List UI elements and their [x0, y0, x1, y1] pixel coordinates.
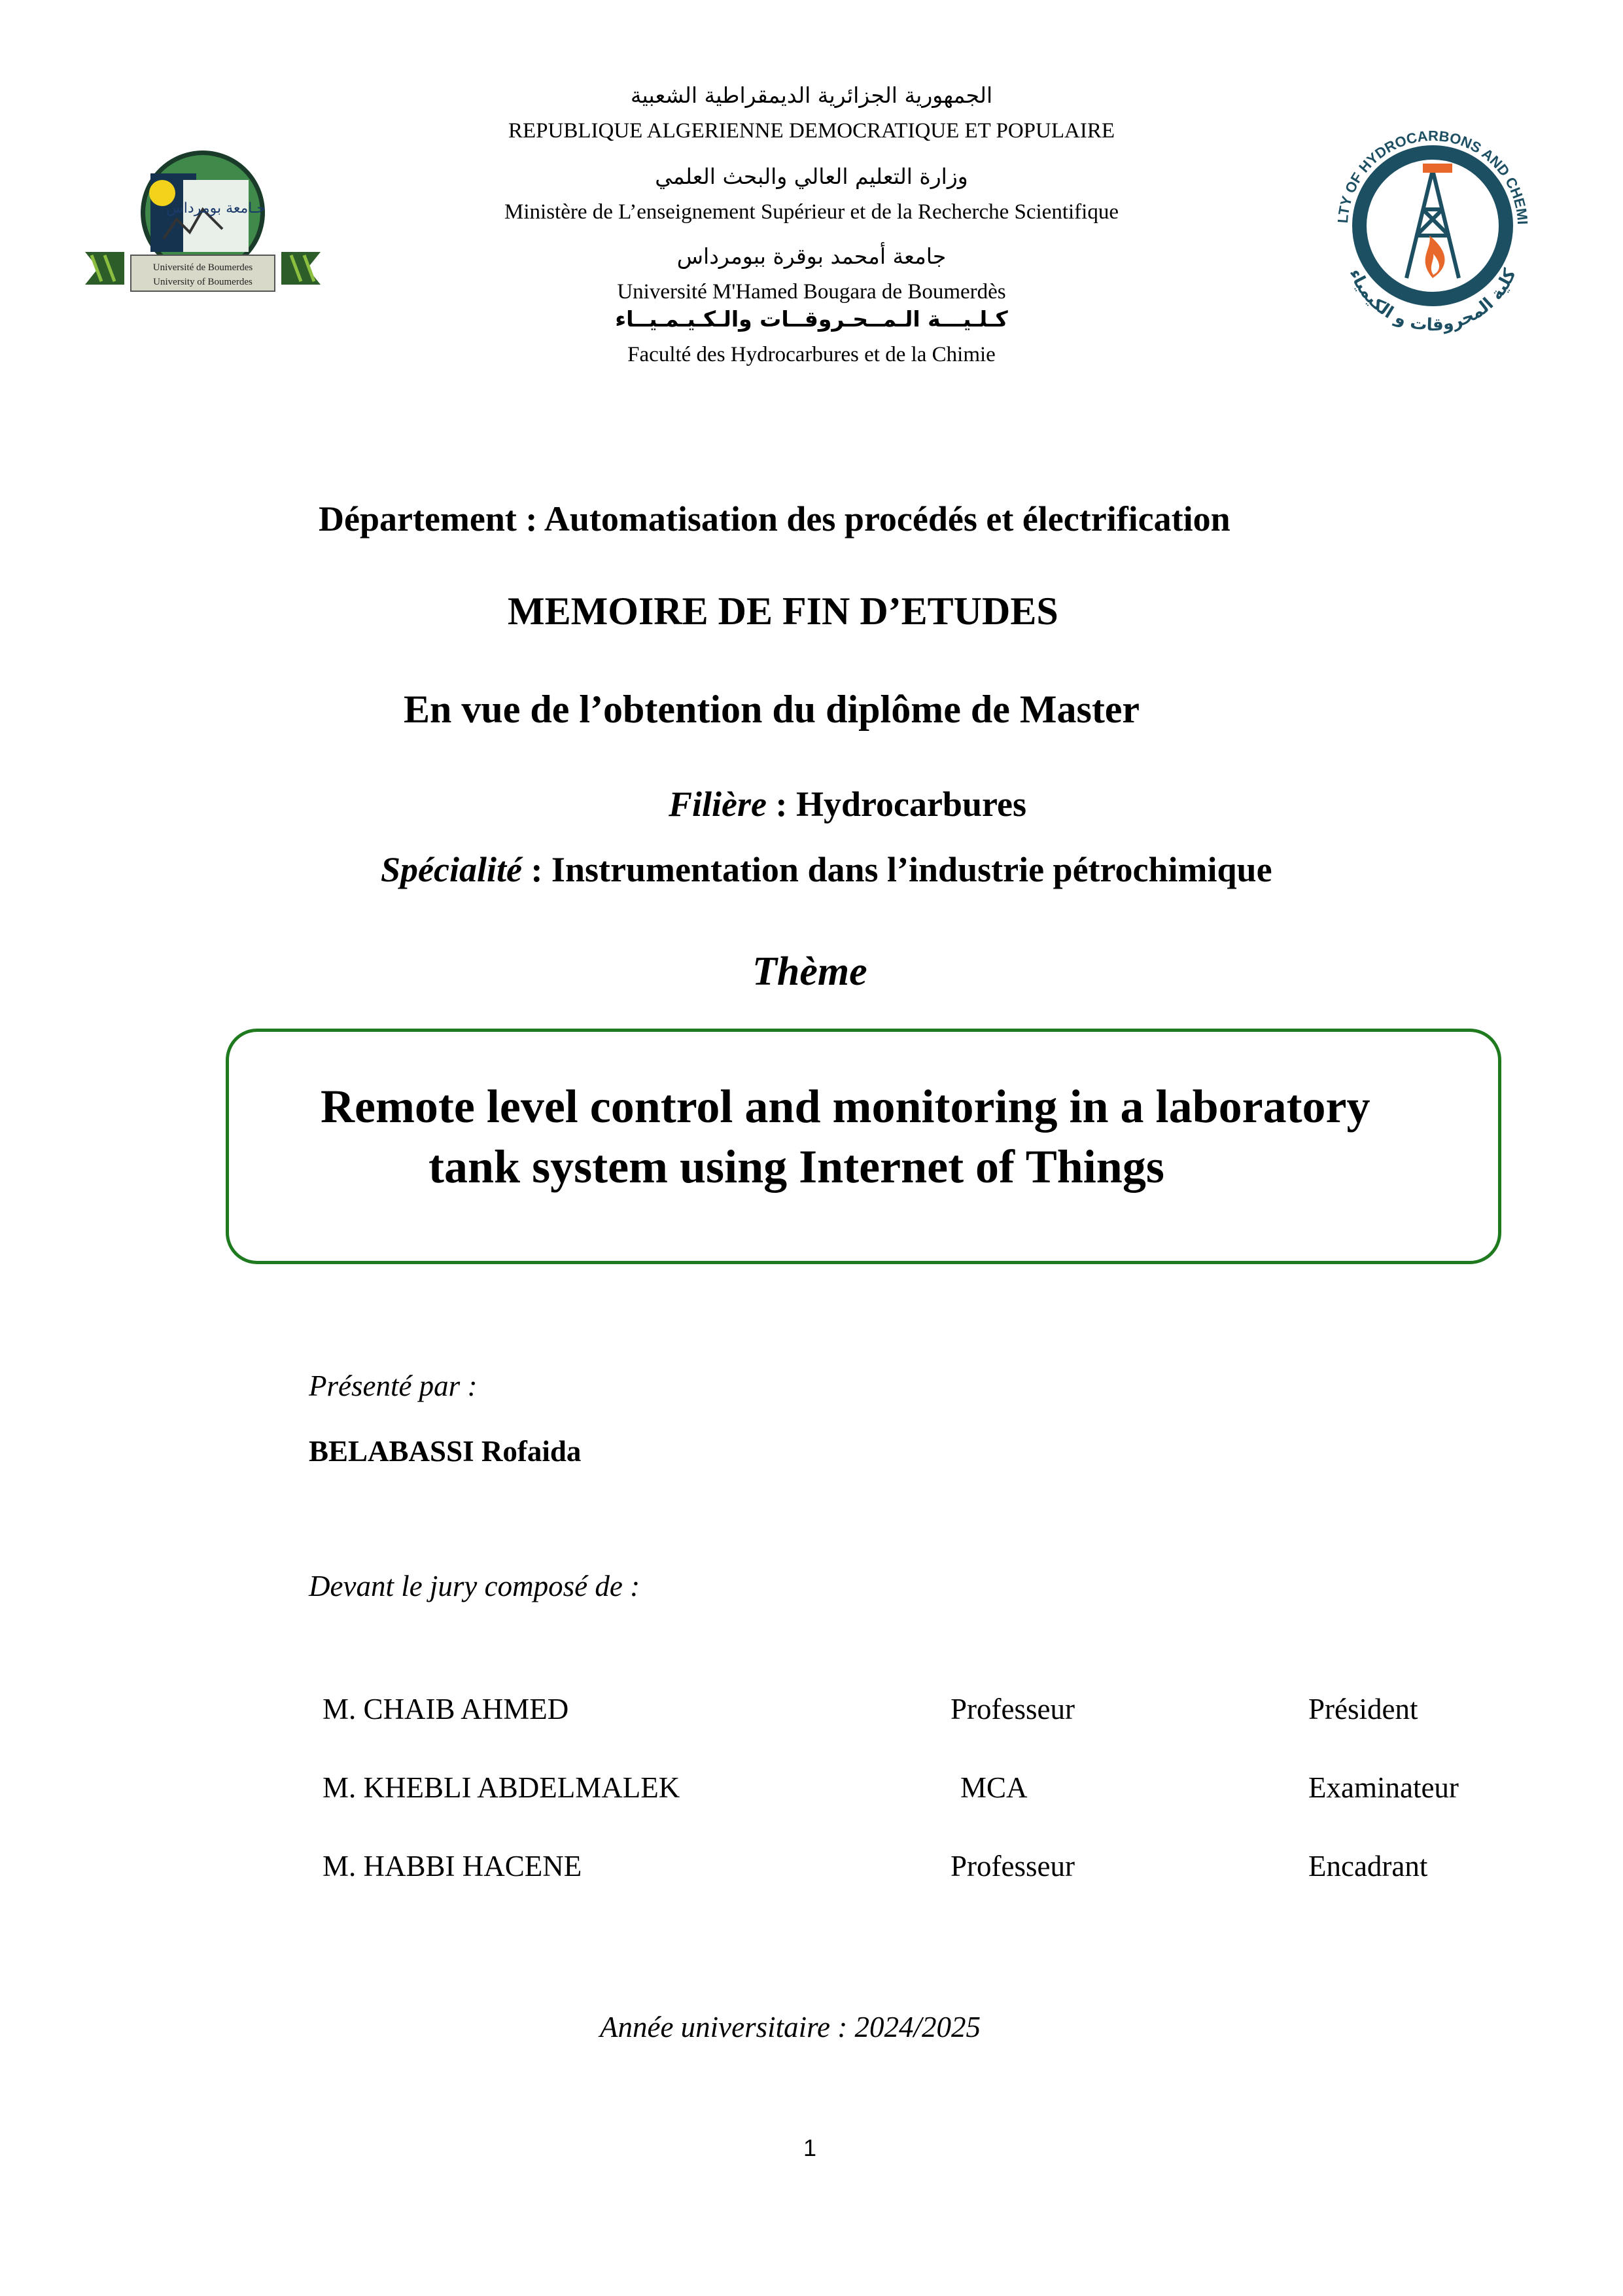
filiere-label: Filière — [669, 785, 767, 824]
jury-label: Devant le jury composé de : — [309, 1570, 640, 1602]
ministry-arabic: وزارة التعليم العالي والبحث العلمي — [655, 164, 968, 189]
jury-member-name: M. HABBI HACENE — [323, 1850, 582, 1882]
filiere-line — [669, 784, 1026, 824]
ministry-french: Ministère de L’enseignement Supérieur et de la Recherche Scientifique — [504, 200, 1119, 224]
jury-member-role: Président — [1308, 1693, 1418, 1725]
jury-member-grade: MCA — [960, 1771, 1028, 1804]
jury-member-name: M. CHAIB AHMED — [323, 1693, 569, 1725]
jury-member-role: Encadrant — [1308, 1850, 1428, 1882]
republic-arabic: الجمهورية الجزائرية الديمقراطية الشعبية — [630, 82, 993, 108]
diploma-line: En vue de l’obtention du diplôme de Master — [404, 688, 1140, 731]
republic-french: REPUBLIQUE ALGERIENNE DEMOCRATIQUE ET POPULAIRE — [508, 119, 1115, 143]
specialite-line — [381, 849, 1272, 890]
specialite-label: Spécialité — [381, 850, 522, 889]
jury-member-name: M. KHEBLI ABDELMALEK — [323, 1771, 680, 1804]
theme-line-2: tank system using Internet of Things — [428, 1140, 1164, 1193]
specialite-value: : Instrumentation dans l’industrie pétrochimique — [521, 850, 1272, 889]
academic-year: Année universitaire : 2024/2025 — [600, 2011, 981, 2043]
student-name: BELABASSI Rofaida — [309, 1435, 582, 1468]
page-number: 1 — [803, 2134, 817, 2161]
university-arabic: جامعة أمحمد بوقرة ببومرداس — [676, 243, 947, 269]
logo-arabic-text: جـامعة بومرداس — [166, 200, 266, 217]
department: Département : Automatisation des procédés et électrification — [319, 499, 1230, 539]
university-french: Université M'Hamed Bougara de Boumerdès — [617, 280, 1006, 304]
jury-member-grade: Professeur — [951, 1850, 1075, 1882]
faculty-arabic: كـلـيـــة الـمــحـروقــات والـكـيـمـيــاء — [615, 306, 1008, 332]
jury-member-grade: Professeur — [951, 1693, 1075, 1725]
logo-ribbon-line2: University of Boumerdes — [153, 277, 253, 287]
theme-label: Thème — [752, 949, 867, 994]
logo-ring-text-en: LTY OF HYDROCARBONS AND CHEMI — [1334, 127, 1531, 225]
presented-by-label: Présenté par : — [309, 1369, 478, 1402]
logo-ring-text-ar: كلية المحروقات و الكيمياء — [1345, 266, 1520, 336]
logo-ribbon-line1: Université de Boumerdes — [152, 262, 253, 273]
faculty-french: Faculté des Hydrocarbures et de la Chimie — [627, 343, 996, 366]
jury-member-role: Examinateur — [1308, 1771, 1459, 1804]
theme-line-1: Remote level control and monitoring in a laboratory — [321, 1080, 1370, 1133]
filiere-value: : Hydrocarbures — [766, 785, 1026, 824]
memoire-title: MEMOIRE DE FIN D’ETUDES — [508, 590, 1058, 633]
